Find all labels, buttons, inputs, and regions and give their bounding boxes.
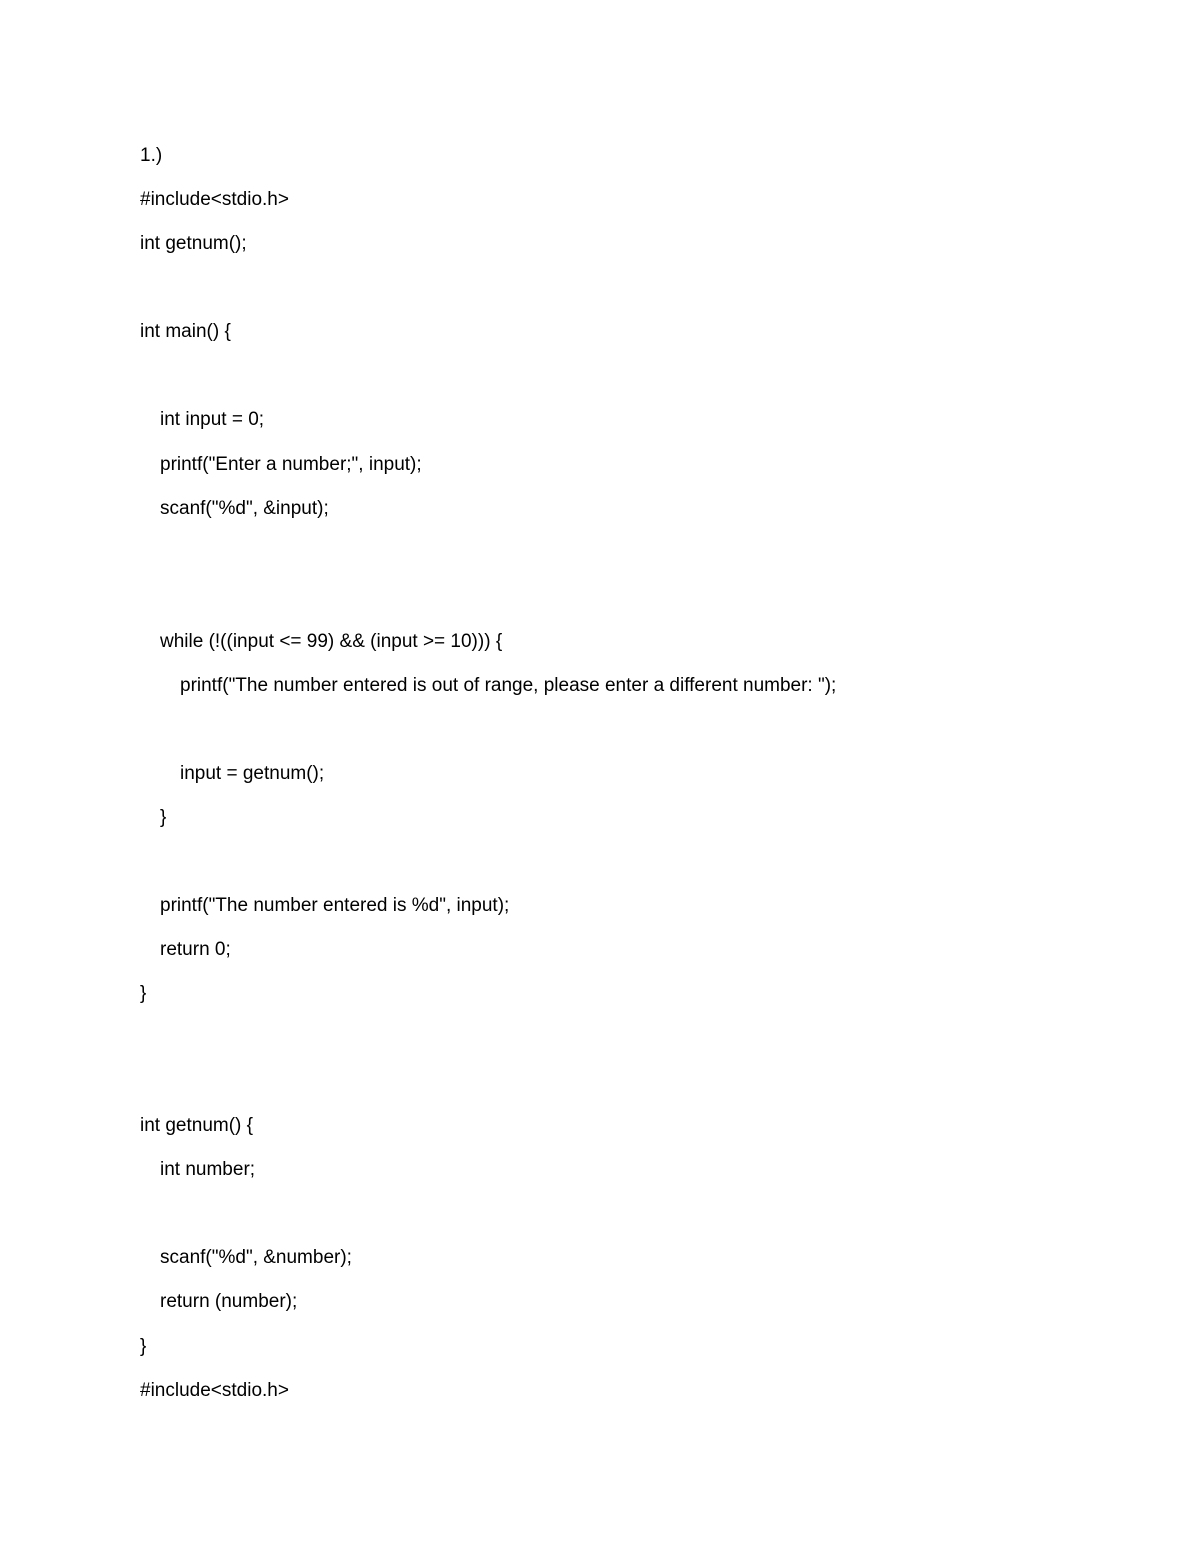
number-declaration: int number; [160, 1159, 256, 1180]
include-directive: #include<stdio.h> [140, 189, 289, 210]
return-zero: return 0; [160, 939, 231, 960]
getnum-close-brace: } [140, 1336, 147, 1357]
function-prototype: int getnum(); [140, 233, 247, 254]
getnum-call: input = getnum(); [180, 763, 325, 784]
while-loop: while (!((input <= 99) && (input >= 10))) { [160, 631, 503, 652]
input-scanf: scanf("%d", &input); [160, 498, 329, 519]
number-scanf: scanf("%d", &number); [160, 1247, 352, 1268]
getnum-signature: int getnum() { [140, 1115, 253, 1136]
prompt-printf: printf("Enter a number;", input); [160, 454, 422, 475]
input-declaration: int input = 0; [160, 409, 265, 430]
main-signature: int main() { [140, 321, 231, 342]
question-number: 1.) [140, 145, 163, 166]
while-close-brace: } [160, 807, 167, 828]
result-printf: printf("The number entered is %d", input); [160, 895, 510, 916]
main-close-brace: } [140, 983, 147, 1004]
return-number: return (number); [160, 1291, 298, 1312]
include-directive-repeat: #include<stdio.h> [140, 1380, 289, 1401]
out-of-range-printf: printf("The number entered is out of range, please enter a different number: "); [180, 675, 837, 696]
